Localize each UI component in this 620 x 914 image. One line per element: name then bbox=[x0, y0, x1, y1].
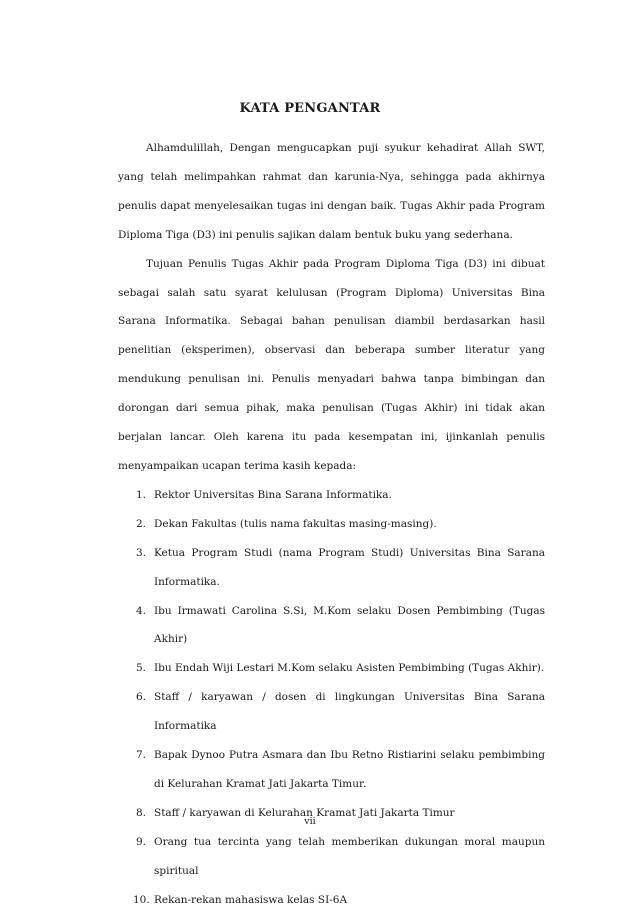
list-item-number: 2. bbox=[136, 517, 147, 530]
list-item bbox=[118, 886, 545, 914]
list-item-text: Staff / karyawan / dosen di lingkungan Universitas Bina Sarana Informatika bbox=[154, 691, 545, 733]
list-item bbox=[118, 510, 545, 539]
list-item-text: Ketua Program Studi (nama Program Studi) Universitas Bina Sarana Informatika. bbox=[154, 546, 545, 588]
list-item-number: 10. bbox=[133, 893, 150, 906]
list-item-text: Staff / karyawan di Kelurahan Kramat Jati Jakarta Timur bbox=[154, 806, 455, 819]
list-item-text: Ibu Irmawati Carolina S.Si, M.Kom selaku Dosen Pembimbing (Tugas Akhir) bbox=[154, 604, 545, 646]
list-item-text: Orang tua tercinta yang telah memberikan dukungan moral maupun spiritual bbox=[154, 835, 545, 877]
list-item-number: 7. bbox=[136, 749, 147, 762]
list-item-text: Rekan-rekan mahasiswa kelas SI-6A bbox=[154, 893, 348, 906]
list-item-text: Rektor Universitas Bina Sarana Informatika. bbox=[154, 488, 392, 501]
list-item-number: 9. bbox=[136, 835, 147, 848]
list-item bbox=[118, 597, 545, 655]
list-item-number: 3. bbox=[136, 546, 147, 559]
acknowledgement-list bbox=[118, 481, 545, 914]
list-item-number: 8. bbox=[136, 806, 147, 819]
list-item bbox=[118, 654, 545, 683]
list-item bbox=[118, 741, 545, 799]
paragraph-opening: Alhamdulillah, Dengan mengucapkan puji syukur kehadirat Allah SWT, yang telah melimpahkan rahmat dan karunia-Nya, sehingga pada akhirnya penulis dapat menyelesaikan tugas ini dengan baik. Tugas Akhir pada Program Diploma Tiga (D3) ini penulis sajikan dalam bentuk buku yang sederhana. bbox=[118, 142, 545, 241]
list-item-text: Bapak Dynoo Putra Asmara dan Ibu Retno Ristiarini selaku pembimbing di Kelurahan Kramat Jati Jakarta Timur. bbox=[154, 749, 545, 790]
page-number: vii bbox=[304, 816, 316, 827]
list-item bbox=[118, 683, 545, 741]
list-item-number: 5. bbox=[136, 662, 147, 675]
list-item bbox=[118, 539, 545, 597]
list-item-text: Dekan Fakultas (tulis nama fakultas masing-masing). bbox=[154, 517, 437, 530]
list-item-number: 6. bbox=[136, 691, 147, 704]
document-body bbox=[118, 134, 545, 914]
paragraph-purpose: Tujuan Penulis Tugas Akhir pada Program Diploma Tiga (D3) ini dibuat sebagai salah satu syarat kelulusan (Program Diploma) Universitas Bina Sarana Informatika. Sebagai bahan penulisan diambil berdasarkan hasil penelitian (eksperimen), observasi dan beberapa sumber literatur yang mendukung penulisan ini. Penulis menyadari bahwa tanpa bimbingan dan dorongan dari semua pihak, maka penulisan (Tugas Akhir) ini tidak akan berjalan lancar. Oleh karena itu pada kesempatan ini, ijinkanlah penulis menyampaikan ucapan terima kasih kepada: bbox=[118, 257, 545, 472]
page-title: KATA PENGANTAR bbox=[239, 101, 381, 116]
list-item-text: Ibu Endah Wiji Lestari M.Kom selaku Asisten Pembimbing (Tugas Akhir). bbox=[154, 662, 545, 675]
list-item bbox=[118, 481, 545, 510]
list-item-number: 1. bbox=[136, 488, 147, 501]
list-item-number: 4. bbox=[136, 604, 147, 617]
